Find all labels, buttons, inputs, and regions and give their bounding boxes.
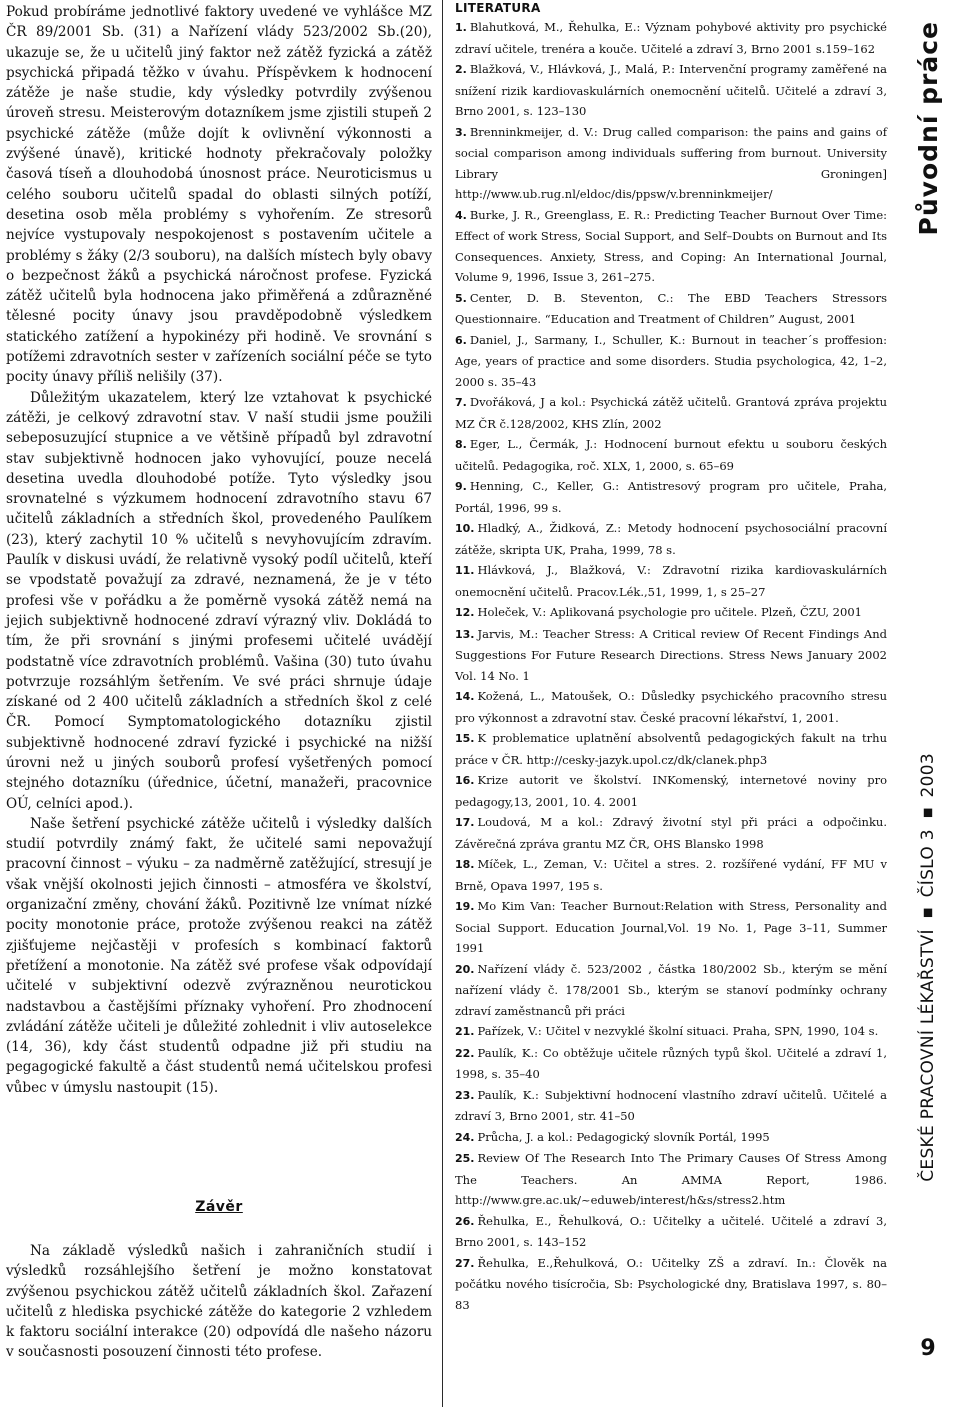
reference-number: 11. (455, 564, 475, 577)
reference-number: 4. (455, 208, 467, 222)
journal-label-wrap (896, 735, 960, 1200)
reference-item (455, 392, 887, 434)
reference-item (455, 602, 887, 624)
reference-text: K problematice uplatnění absolventů pedagogických fakult na trhu práce v ČR. http://cesky-jazyk.upol.cz/dk/clanek.php3 (455, 731, 887, 767)
reference-number: 17. (455, 816, 475, 829)
reference-text: Řehulka, E.,Řehulková, O.: Učitelky ZŠ a zdraví. In.: Člověk na počátku nového tisícročia, Sb: Psychologické dny, Bratislava 1997, s. 80–83 (455, 1255, 887, 1312)
reference-item (455, 560, 887, 602)
reference-item (455, 1253, 887, 1316)
reference-item (455, 434, 887, 476)
reference-text: Paulík, K.: Co obtěžuje učitele různých typů škol. Učitelé a zdraví 1, 1998, s. 35–40 (455, 1045, 887, 1081)
reference-item (455, 59, 887, 122)
reference-text: Dvořáková, J a kol.: Psychická zátěž učitelů. Grantová zpráva projektu MZ ČR č.128/2002, KHS Zlín, 2002 (455, 395, 887, 431)
reference-number: 25. (455, 1152, 475, 1165)
reference-text: Průcha, J. a kol.: Pedagogický slovník Portál, 1995 (477, 1129, 770, 1144)
reference-item (455, 1211, 887, 1253)
reference-text: Míček, L., Zeman, V.: Učitel a stres. 2. rozšířené vydání, FF MU v Brně, Opava 1997, 195 s. (455, 857, 887, 893)
reference-number: 18. (455, 858, 475, 871)
reference-text: Review Of The Research Into The Primary Causes Of Stress Among The Teachers. An AMMA Report, 1986. http://www.gre.ac.uk/~eduweb/interest/h&s/stress2.htm (455, 1151, 887, 1207)
references-heading: LITERATURA (455, 1, 541, 15)
references-column (455, 0, 887, 1315)
reference-text: Hlávková, J., Blažková, V.: Zdravotní rizika kardiovaskulárních onemocnění učitelů. Pracov.Lék.,51, 1999, 1, s 25–27 (455, 563, 887, 599)
reference-number: 16. (455, 774, 475, 787)
reference-item (455, 854, 887, 896)
reference-text: Nařízení vlády č. 523/2002 , částka 180/2002 Sb., kterým se mění nařízení vlády č. 178/2001 Sb., kterým se stanoví podmínky ochrany zdraví zaměstnanců při práci (455, 961, 887, 1018)
reference-text: Center, D. B. Steventon, C.: The EBD Teachers Stressors Questionnaire. “Education and Treatment of Children” August, 2001 (455, 290, 887, 326)
reference-item (455, 686, 887, 728)
reference-number: 10. (455, 522, 475, 535)
reference-text: Eger, L., Čermák, J.: Hodnocení burnout efektu u souboru českých učitelů. Pedagogika, roč. XLX, 1, 2000, s. 65–69 (455, 437, 887, 473)
reference-item (455, 17, 887, 59)
reference-item (455, 624, 887, 687)
article-paragraph: Naše šetření psychické zátěže učitelů i výsledky dalších studií potvrdily známý fakt, že učitelé sami nepovažují pracovní činnost – výuku – za nadměrně zatěžující, stresují je však vnější okolnosti jejich činnosti – atmosféra ve školství, organizační změny, chování žáků. Pozitivně lze vnímat nízké pocity monotonie práce, protože zvýšenou reakci na zátěž zjišťujeme nejčastěji v profesích s kombinací faktorů přetížení a monotonie. Na zátěž své profese však odpovídají učitelé v subjektivní odezvě zvýrazněnou neurotickou nadstavbou a častějšími příznaky vyhoření. Pro zhodnocení zvládání zátěže učiteli je důležité zohlednit i vliv autoselekce (14, 36), kdy část studentů odpadne již při studiu na pegagogické fakultě a část studentů nemá učitelskou profesi vůbec v úmyslu nastoupit (15). (6, 815, 432, 1096)
reference-number: 20. (455, 962, 475, 976)
article-paragraph: Pokud probíráme jednotlivé faktory uvedené ve vyhlášce MZ ČR 89/2001 Sb. (31) a Nařízení vlády 523/2002 Sb.(20), ukazuje se, že u učitelů jiný faktor než zátěž fyzická a zátěž psychická připadá těžko v úvahu. Příspěvkem k hodnocení zátěže je naše studie, kdy výsledky potvrdily zvýšenou úroveň stresu. Meisterovým dotazníkem jsme zjistili stupeň 2 psychické zátěže (může dojít k ovlivnění výkonnosti a zvýšené únavě), kritické hodnoty překračovaly položky časová tíseň a dlouhodobá únosnost práce. Neuroticismus u celého souboru učitelů spadal do oblasti silných potíží, desetina osob měla problémy s vyhořením. Ze stresorů nejvíce vystupovaly nespokojenost s postavením učitele a problémy s žáky (2/3 souboru), na dalších místech byly obavy o bezpečnost žáků a psychická náročnost profese. Fyzická zátěž učitelů byla hodnocena jako přiměřená a zdůrazněné tělesné pocity únavy jsou pravděpodobně výsledkem statického zatížení a hypokinézy při hodině. Ve srovnání s potížemi zdravotních sester v zařízeních sociální péče se tyto pocity únavy příliš nelišily (37). (6, 4, 432, 386)
section-label: Původní práce (913, 20, 943, 236)
reference-number: 9. (455, 480, 467, 493)
reference-number: 21. (455, 1025, 475, 1038)
reference-number: 5. (455, 291, 467, 305)
reference-number: 6. (455, 333, 467, 347)
conclusion-heading: Závěr (195, 1199, 243, 1215)
reference-item (455, 288, 887, 330)
journal-label: ČESKÉ PRACOVNÍ LÉKAŘSTVÍ ▪ ČÍSLO 3 ▪ 2003 (918, 753, 938, 1182)
conclusion-heading-wrap (6, 1198, 432, 1216)
reference-text: Brenninkmeijer, d. V.: Drug called comparison: the pains and gains of social comparison among individuals suffering from burnout. University Library Groningen] http://www.ub.rug.nl/eldoc/dis/ppsw/v.brenninkmeijer/ (455, 124, 887, 201)
reference-number: 13. (455, 627, 475, 641)
reference-item (455, 812, 887, 854)
reference-item (455, 959, 887, 1022)
reference-item (455, 1127, 887, 1149)
article-paragraph: Důležitým ukazatelem, který lze vztahovat k psychické zátěži, je celkový zdravotní stav. V naší studii jsme použili sebeposuzující stupnice a ve většině případů byl zdravotní stav subjektivně hodnocen jako vyhovující, pouze necelá desetina uvedla dlouhodobé potíže. Tyto výsledky jsou srovnatelné s výzkumem hodnocení zdravotního stavu 67 učitelů základních a středních škol, provedeného Paulíkem (23), který zachytil 10 % učitelů s nevyhovujícím zdravím. Paulík v diskusi uvádí, že relativně vysoký podíl učitelů, kteří se vpodstatě považují za zdravé, neznamená, že je v této profesi vše v pořádku a že poměrně vysoká zátěž nemá na jejich subjektivně hodnocené zdraví výrazný vliv. Dokládá to tím, že při srovnání s jinými profesemi učitelé uvádějí podstatně více zdravotních problémů. Vašina (30) tuto úvahu potvrzuje rozsáhlým šetřením. Ve své práci shrnuje údaje získané od 2 400 učitelů základních a středních škol z celé ČR. Pomocí Symptomatologického dotazníku zjistil subjektivně hodnocené zdraví fyzické i psychické na nižší úrovni než u jiných souborů profesí vyšetřených pomocí stejného dotazníku (úřednice, účetní, manažeři, pracovnice OÚ, celníci apod.). (6, 389, 432, 812)
reference-text: Kožená, L., Matoušek, O.: Důsledky psychického pracovního stresu pro výkonnost a zdravotní stav. České pracovní lékařství, 1, 2001. (455, 689, 887, 725)
reference-number: 12. (455, 606, 475, 619)
reference-text: Henning, C., Keller, G.: Antistresový program pro učitele, Praha, Portál, 1996, 99 s. (455, 479, 887, 515)
reference-number: 24. (455, 1130, 475, 1144)
reference-text: Blažková, V., Hlávková, J., Malá, P.: Intervenční programy zaměřené na snížení rizik kardiovaskulárních onemocnění učitelů. Učitelé a zdraví 3, Brno 2001, s. 123–130 (455, 62, 887, 118)
reference-number: 3. (455, 125, 467, 139)
reference-text: Jarvis, M.: Teacher Stress: A Critical review Of Recent Findings And Suggestions For Future Research Directions. Stress News January 2002 Vol. 14 No. 1 (455, 626, 887, 683)
reference-item (455, 476, 887, 518)
article-body (6, 2, 432, 1098)
sidebar (896, 0, 960, 1407)
reference-text: Řehulka, E., Řehulková, O.: Učitelky a učitelé. Učitelé a zdraví 3, Brno 2001, s. 143–152 (455, 1213, 887, 1249)
reference-item (455, 1148, 887, 1211)
reference-item (455, 770, 887, 812)
reference-number: 19. (455, 900, 475, 913)
reference-item (455, 518, 887, 560)
reference-number: 7. (455, 396, 467, 409)
reference-number: 15. (455, 732, 475, 745)
reference-text: Burke, J. R., Greenglass, E. R.: Predicting Teacher Burnout Over Time: Effect of work Stress, Social Support, and Self–Doubts on Burnout and Its Consequences. Anxiety, Stress, and Coping: An International Journal, Volume 9, 1996, Issue 3, 261–275. (455, 207, 887, 284)
reference-text: Pařízek, V.: Učitel v nezvyklé školní situaci. Praha, SPN, 1990, 104 s. (477, 1024, 879, 1038)
reference-item (455, 330, 887, 393)
page-number: 9 (920, 1336, 936, 1361)
reference-text: Hladký, A., Židková, Z.: Metody hodnocení psychosociální pracovní zátěže, skripta UK, Praha, 1999, 78 s. (455, 521, 887, 557)
reference-number: 1. (455, 21, 467, 34)
reference-text: Blahutková, M., Řehulka, E.: Význam pohybové aktivity pro psychické zdraví učitele, trenéra a kouče. Učitelé a zdraví 3, Brno 2001 s.159–162 (455, 20, 887, 56)
reference-number: 27. (455, 1256, 475, 1270)
reference-number: 23. (455, 1088, 475, 1102)
reference-number: 2. (455, 63, 467, 76)
section-label-wrap (896, 20, 960, 236)
reference-text: Loudová, M a kol.: Zdravý životní styl při práci a odpočinku. Závěrečná zpráva grantu MZ ČR, OHS Blansko 1998 (455, 815, 887, 851)
reference-number: 22. (455, 1046, 475, 1060)
reference-item (455, 1043, 887, 1085)
reference-item (455, 1085, 887, 1127)
reference-text: Holeček, V.: Aplikovaná psychologie pro učitele. Plzeň, ČZU, 2001 (477, 605, 862, 619)
reference-item (455, 728, 887, 770)
conclusion-body (6, 1241, 432, 1363)
conclusion-paragraph: Na základě výsledků našich i zahraničních studií i výsledků rozsáhlejšího šetření je možno konstatovat zvýšenou psychickou zátěž učitelů základních škol. Zařazení učitelů z hlediska psychické zátěže do kategorie 2 vzhledem k faktoru sociální interakce (20) odpovídá dle našeho názoru v současnosti posouzení činnosti této profese. (6, 1243, 432, 1361)
reference-item (455, 122, 887, 205)
reference-item (455, 1021, 887, 1043)
reference-text: Paulík, K.: Subjektivní hodnocení vlastního zdraví učitelů. Učitelé a zdraví 3, Brno 2001, str. 41–50 (455, 1087, 887, 1123)
references-list (455, 17, 887, 1315)
reference-text: Krize autorit ve školství. INKomenský, internetové noviny pro pedagogy,13, 2001, 10. 4. 2001 (455, 773, 887, 809)
reference-item (455, 896, 887, 959)
reference-item (455, 205, 887, 288)
reference-number: 14. (455, 690, 475, 703)
column-divider (442, 0, 443, 1407)
reference-number: 8. (455, 438, 467, 451)
reference-number: 26. (455, 1214, 475, 1228)
reference-text: Daniel, J., Sarmany, I., Schuller, K.: Burnout in teacher´s proffesion: Age, years of practice and some disorders. Studia psychologica, 42, 1–2, 2000 s. 35–43 (455, 332, 887, 389)
reference-text: Mo Kim Van: Teacher Burnout:Relation with Stress, Personality and Social Support. Education Journal,Vol. 19 No. 1, Page 3–11, Summer 1991 (455, 899, 887, 955)
